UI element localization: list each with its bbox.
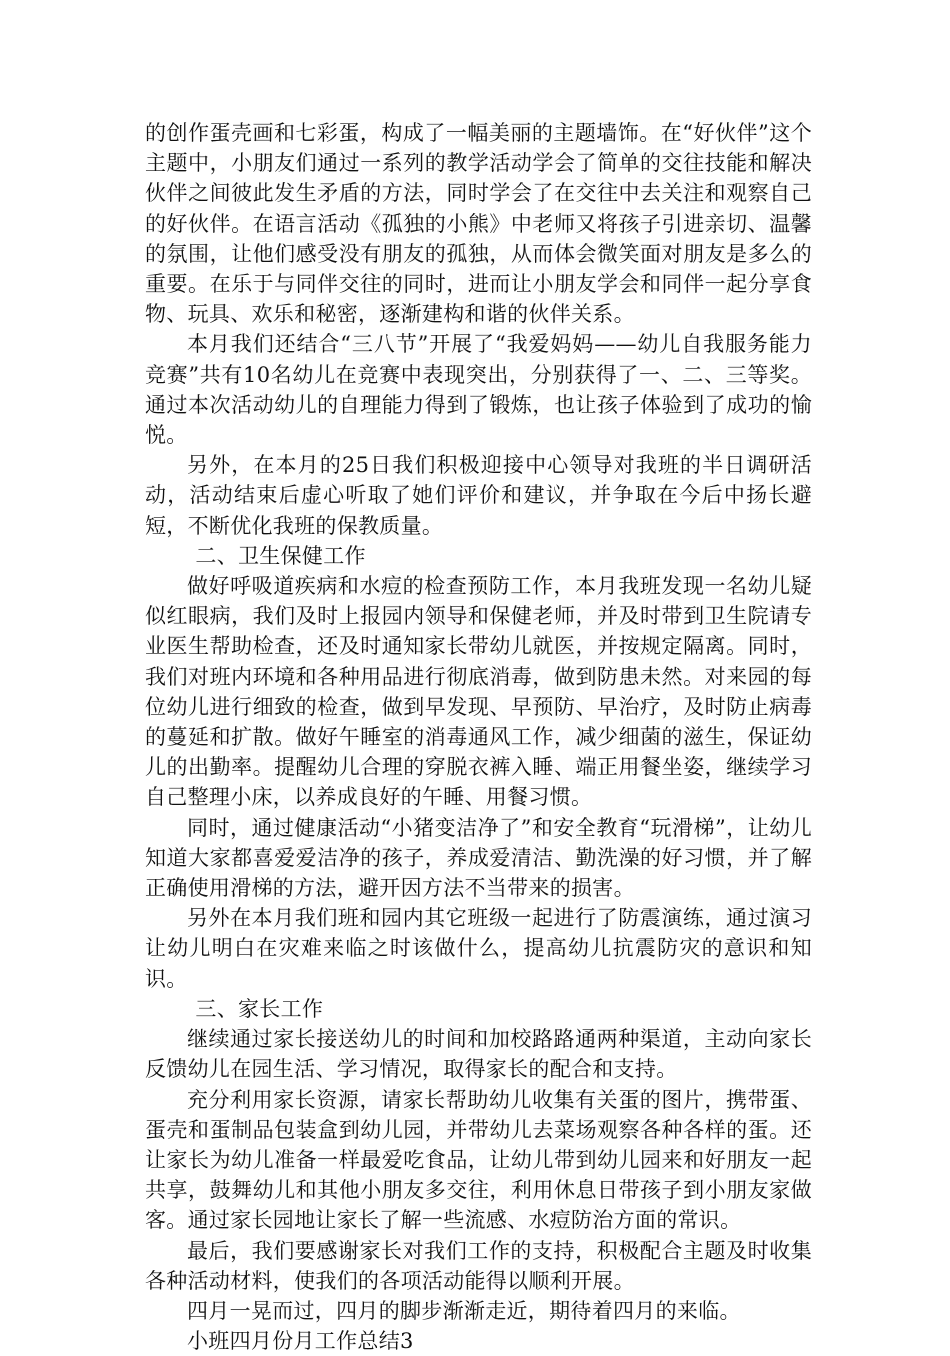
paragraph-next-title: 小班四月份月工作总结3 [187,1329,414,1354]
paragraph-theme-wall: 的创作蛋壳画和七彩蛋，构成了一幅美丽的主题墙饰。在“好伙伴”这个主题中，小朋友们通过一系列的教学活动学会了简单的交往技能和解决伙伴之间彼此发生矛盾的方法，同时学会了在交往中去关注和观察自己的好伙伴。在语言活动《孤独的小熊》中老师又将孩子引进亲切、温馨的氛围，让他们感受没有朋友的孤独，从而体会微笑面对朋友是多么的重要。在乐于与同伴交往的同时，进而让小朋友学会和同伴一起分享食物、玩具、欢乐和秘密，逐渐建构和谐的伙伴关系。 [145,121,812,327]
paragraph-thanks: 最后，我们要感谢家长对我们工作的支持，积极配合主题及时收集各种活动材料，使我们的各项活动能得以顺利开展。 [145,1238,812,1293]
document-page [145,118,812,1356]
paragraph-parent-communication: 继续通过家长接送幼儿的时间和加校路路通两种渠道，主动向家长反馈幼儿在园生活、学习情况，取得家长的配合和支持。 [145,1027,812,1082]
paragraph-disease-prevention: 做好呼吸道疾病和水痘的检查预防工作，本月我班发现一名幼儿疑似红眼病，我们及时上报园内领导和保健老师，并及时带到卫生院请专业医生帮助检查，还及时通知家长带幼儿就医，并按规定隔离。同时，我们对班内环境和各种用品进行彻底消毒，做到防患未然。对来园的每位幼儿进行细致的检查，做到早发现、早预防、早治疗，及时防止病毒的蔓延和扩散。做好午睡室的消毒通风工作，减少细菌的滋生，保证幼儿的出勤率。提醒幼儿合理的穿脱衣裤入睡、端正用餐坐姿，继续学习自己整理小床，以养成良好的午睡、用餐习惯。 [145,574,812,810]
paragraph-health-activity: 同时，通过健康活动“小猪变洁净了”和安全教育“玩滑梯”，让幼儿知道大家都喜爱爱洁净的孩子，养成爱清洁、勤洗澡的好习惯，并了解正确使用滑梯的方法，避开因方法不当带来的损害。 [145,815,812,901]
paragraph-april-closing: 四月一晃而过，四月的脚步渐渐走近，期待着四月的来临。 [187,1298,741,1323]
section-heading-health: 二、卫生保健工作 [195,543,366,568]
section-heading-parents: 三、家长工作 [195,996,324,1021]
paragraph-march-8-competition: 本月我们还结合“三八节”开展了“我爱妈妈——幼儿自我服务能力竞赛”共有10名幼儿在竞赛中表现突出，分别获得了一、二、三等奖。通过本次活动幼儿的自理能力得到了锻炼，也让孩子体验到了成功的愉悦。 [145,332,812,448]
paragraph-parent-resources: 充分利用家长资源，请家长帮助幼儿收集有关蛋的图片，携带蛋、蛋壳和蛋制品包装盒到幼儿园，并带幼儿去菜场观察各种各样的蛋。还让家长为幼儿准备一样最爱吃食品，让幼儿带到幼儿园来和好朋友一起共享，鼓舞幼儿和其他小朋友多交往，利用休息日带孩子到小朋友家做客。通过家长园地让家长了解一些流感、水痘防治方面的常识。 [145,1087,812,1233]
paragraph-research-activity: 另外，在本月的25日我们积极迎接中心领导对我班的半日调研活动，活动结束后虚心听取了她们评价和建议，并争取在今后中扬长避短，不断优化我班的保教质量。 [145,453,812,538]
paragraph-earthquake-drill: 另外在本月我们班和园内其它班级一起进行了防震演练，通过演习让幼儿明白在灾难来临之时该做什么，提高幼儿抗震防灾的意识和知识。 [145,906,812,991]
